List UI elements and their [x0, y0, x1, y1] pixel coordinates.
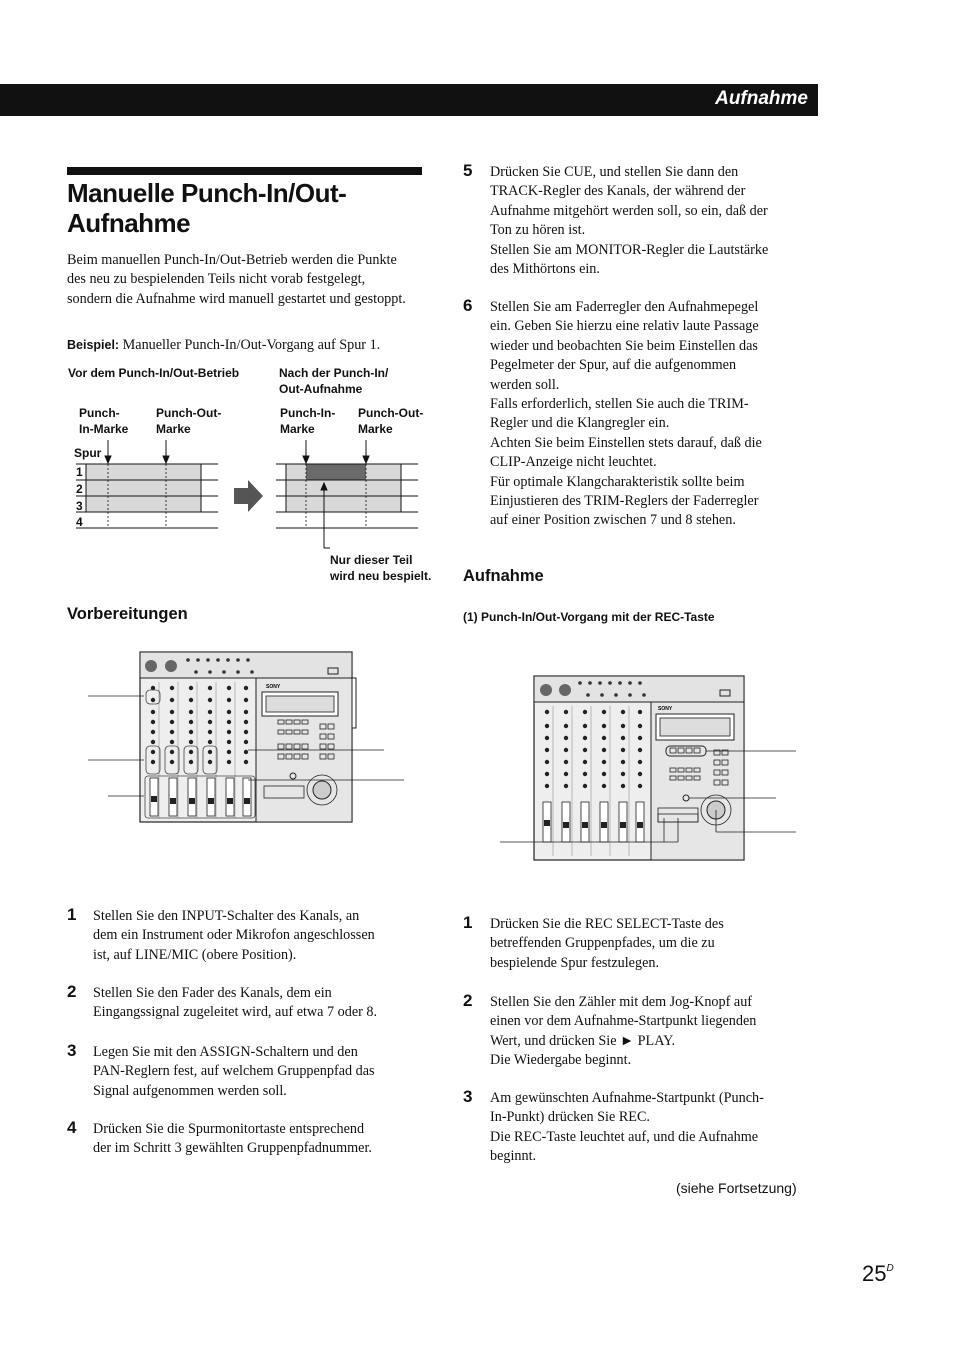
track-number: 1 [76, 465, 83, 479]
punch-out-label-after: Punch-Out- Marke [358, 406, 424, 436]
intro-paragraph: Beim manuellen Punch-In/Out-Betrieb werden die Punkte des neu zu bespielenden Teils nicht vorab festgelegt, sondern die Aufnahme wird manuell gestartet und gestoppt. [67, 252, 406, 307]
track-number: 4 [76, 515, 83, 529]
track-label: Spur [74, 446, 102, 460]
step-number: 3 [67, 1041, 77, 1060]
track-number: 3 [76, 499, 83, 513]
page-title: Manuelle Punch-In/Out- Aufnahme [67, 178, 347, 238]
punch-in-label-after: Punch-In- Marke [280, 406, 336, 436]
step-text: Stellen Sie den Fader des Kanals, dem ein Eingangssignal zugeleitet wird, auf etwa 7 oder 8. [93, 985, 378, 1021]
prep-heading: Vorbereitungen [67, 605, 188, 623]
step-number: 2 [67, 982, 77, 1001]
diagram-after-title: Nach der Punch-In/ Out-Aufnahme [279, 366, 389, 396]
step-number: 1 [67, 905, 77, 924]
step-text: Legen Sie mit den ASSIGN-Schaltern und den PAN-Reglern fest, auf welchem Gruppenpfad das Signal aufgenommen werden soll. [93, 1044, 375, 1099]
page-number: $25^D$ [862, 1261, 894, 1286]
diagram-before-title: Vor dem Punch-In/Out-Betrieb [68, 366, 240, 380]
step-text: Drücken Sie die Spurmonitortaste entsprechend der im Schritt 3 gewählten Gruppenpfadnummer. [93, 1121, 372, 1157]
mixer-illustration-right [498, 670, 808, 870]
brand-text: SONY [266, 684, 281, 690]
section-title: Aufnahme [715, 88, 808, 109]
step-number: 3 [463, 1087, 473, 1106]
step-number: 6 [463, 296, 473, 315]
step-text: Stellen Sie den Zähler mit dem Jog-Knopf auf einen vor dem Aufnahme-Startpunkt liegenden Wert, und drücken Sie ► PLAY. Die Wiedergabe beginnt. [490, 994, 757, 1069]
step-number: 1 [463, 913, 473, 932]
step-text: Stellen Sie am Faderregler den Aufnahmepegel ein. Geben Sie hierzu eine relativ laute Passage wieder und beobachten Sie beim Einstellen das Pegelmeter der Spur, auf die aufgenommen werden soll. Falls erforderlich, stellen Sie auch die TRIM- Regler und die Klangregler ein. Achten Sie beim Einstellen stets darauf, daß die CLIP-Anzeige nicht leuchtet. Für optimale Klangcharakteristik sollte beim Einjustieren des TRIM-Reglers der Faderregler auf einer Position zwischen 7 und 8 stehen. [490, 299, 762, 529]
step-number: 4 [67, 1118, 77, 1137]
continued-note: (siehe Fortsetzung) [676, 1180, 797, 1196]
step-text: Am gewünschten Aufnahme-Startpunkt (Punch- In-Punkt) drücken Sie REC. Die REC-Taste leuchtet auf, und die Aufnahme beginnt. [490, 1090, 764, 1165]
example-text: Manueller Punch-In/Out-Vorgang auf Spur 1. [122, 337, 381, 353]
punch-out-label: Punch-Out- Marke [156, 406, 222, 436]
rerecorded-note: Nur dieser Teil wird neu bespielt. [330, 553, 432, 583]
example-label: Beispiel: [67, 338, 120, 352]
step-text: Stellen Sie den INPUT-Schalter des Kanals, an dem ein Instrument oder Mikrofon angeschlossen ist, auf LINE/MIC (obere Position). [93, 908, 375, 963]
track-number: 2 [76, 482, 83, 496]
rec-heading: Aufnahme [463, 567, 544, 585]
step-number: 5 [463, 161, 473, 180]
brand-text: SONY [658, 706, 673, 712]
rec-subheading: (1) Punch-In/Out-Vorgang mit der REC-Taste [463, 610, 715, 624]
step-number: 2 [463, 991, 473, 1010]
step-text: Drücken Sie CUE, und stellen Sie dann den TRACK-Regler des Kanals, der während der Aufnahme mitgehört werden soll, so ein, daß der Ton zu hören ist. Stellen Sie am MONITOR-Regler die Lautstärke des Mithörtons ein. [490, 164, 769, 278]
step-text: Drücken Sie die REC SELECT-Taste des betreffenden Gruppenpfades, um die zu bespielende Spur festzulegen. [490, 916, 724, 971]
mixer-illustration-left [88, 648, 408, 828]
punch-in-label: Punch- In-Marke [79, 406, 129, 436]
